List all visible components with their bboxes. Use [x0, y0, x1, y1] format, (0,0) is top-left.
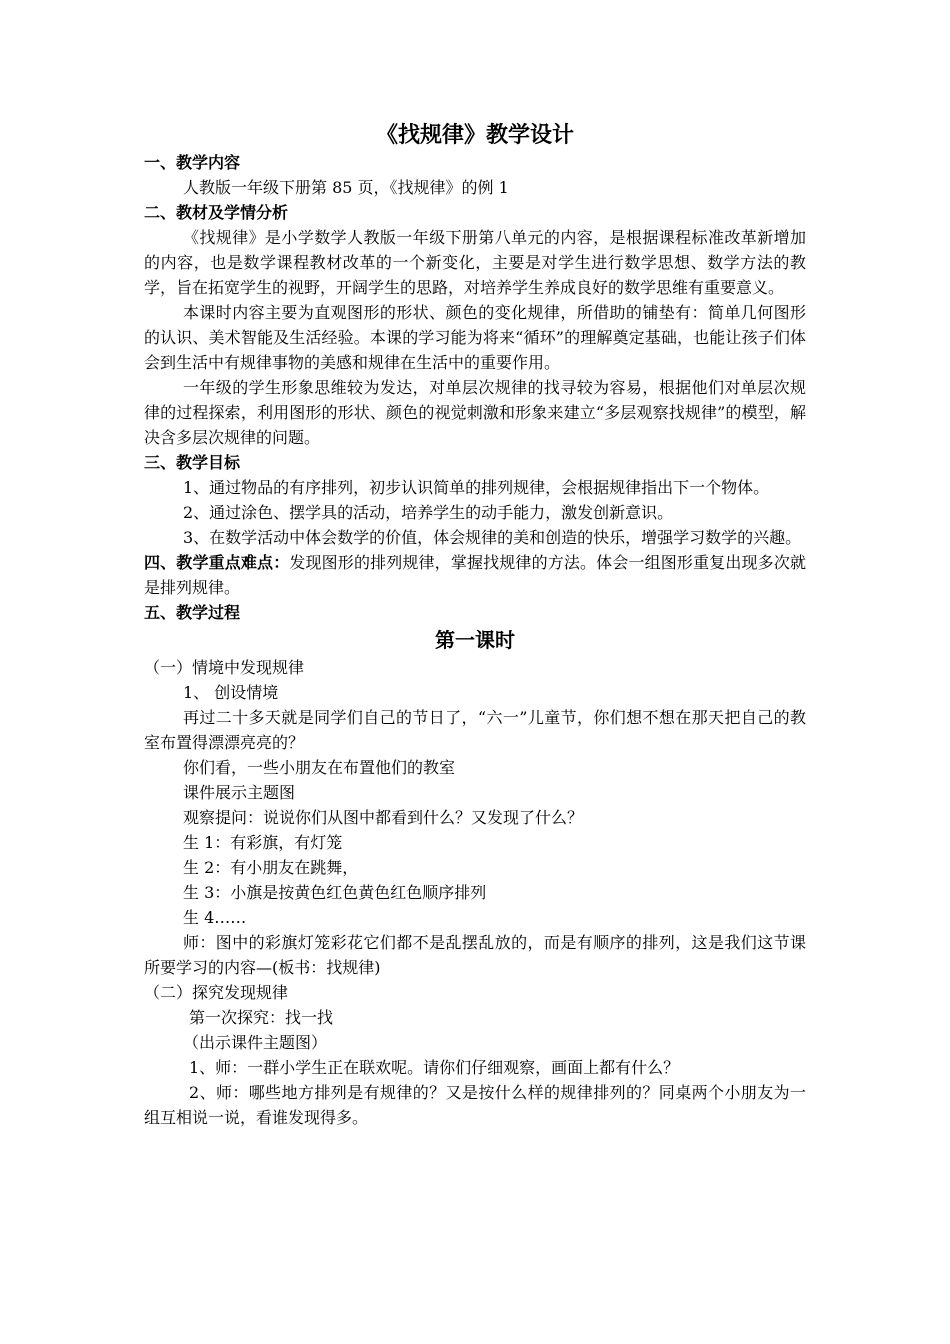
process-line-4: 观察提问：说说你们从图中都看到什么？又发现了什么？	[183, 808, 584, 827]
teacher-question-1: 1、师：一群小学生正在联欢呢。请你们仔细观察，画面上都有什么？	[189, 1058, 680, 1077]
part-2-heading: （二）探究发现规律	[144, 983, 289, 1002]
process-line-11: （出示课件主题图）	[183, 1033, 328, 1052]
goal-2: 2、通过涂色、摆学具的活动，培养学生的动手能力，激发创新意识。	[183, 503, 674, 522]
document-title: 《找规律》教学设计	[375, 122, 574, 148]
process-line-10: 第一次探究：找一找	[189, 1008, 334, 1027]
goal-3: 3、在数学活动中体会数学的价值，体会规律的美和创造的快乐，增强学习数学的兴趣。	[183, 528, 802, 547]
student-answer-2: 生 2：有小朋友在跳舞，	[183, 858, 359, 877]
lesson-heading: 第一课时	[435, 628, 515, 652]
section-2-paragraph-1: 《找规律》是小学数学人教版一年级下册第八单元的内容，是根据课程标准改革新增加的内容，也是数学课程教材改革的一个新变化，主要是对学生进行数学思想、数学方法的教学，旨在拓宽学生的视野，开阔学生的思路，对培养学生养成良好的数学思维有重要意义。	[144, 228, 806, 297]
student-answer-4: 生 4……	[183, 908, 247, 927]
student-answer-3: 生 3：小旗是按黄色红色黄色红色顺序排列	[183, 883, 487, 902]
section-2-paragraph-3: 一年级的学生形象思维较为发达，对单层次规律的找寻较为容易，根据他们对单层次规律的过程探索，利用图形的形状、颜色的视觉刺激和形象来建立“多层观察找规律”的模型，解决含多层次规律的问题。	[144, 378, 806, 447]
section-2-heading: 二、教材及学情分析	[144, 203, 289, 222]
student-answer-1: 生 1：有彩旗，有灯笼	[183, 833, 343, 852]
section-5-heading: 五、教学过程	[144, 603, 241, 622]
teacher-summary: 师：图中的彩旗灯笼彩花它们都不是乱摆乱放的，而是有顺序的排列，这是我们这节课所要学习的内容—(板书：找规律)	[144, 933, 806, 977]
teacher-question-2: 2、师：哪些地方排列是有规律的？又是按什么样的规律排列的？同桌两个小朋友为一组互相说一说，看谁发现得多。	[144, 1083, 806, 1127]
section-2-paragraph-2: 本课时内容主要为直观图形的形状、颜色的变化规律，所借助的铺垫有：简单几何图形的认识、美术智能及生活经验。本课的学习能为将来“循环”的理解奠定基础，也能让孩子们体会到生活中有规律事物的美感和规律在生活中的重要作用。	[144, 303, 806, 372]
goal-1: 1、通过物品的有序排列，初步认识简单的排列规律，会根据规律指出下一个物体。	[183, 478, 770, 497]
part-1-heading: （一）情境中发现规律	[144, 658, 305, 677]
section-1-heading: 一、教学内容	[144, 153, 241, 172]
process-line-2: 你们看，一些小朋友在布置他们的教室	[183, 758, 456, 777]
section-1-paragraph: 人教版一年级下册第 85 页，《找规律》的例 1	[183, 178, 509, 197]
section-4-paragraph	[144, 550, 806, 600]
process-line-1: 再过二十多天就是同学们自己的节日了，“六一”儿童节，你们想不想在那天把自己的教室布置得漂漂亮亮的？	[144, 708, 806, 752]
step-1-heading: 1、 创设情境	[183, 683, 279, 702]
process-line-3: 课件展示主题图	[183, 783, 296, 802]
section-3-heading: 三、教学目标	[144, 453, 241, 472]
section-4-heading: 四、教学重点难点：	[144, 553, 290, 572]
section-4-text: 发现图形的排列规律，掌握找规律的方法。体会一组图形重复出现多次就是排列规律。	[144, 553, 806, 597]
document-body	[144, 120, 806, 1130]
